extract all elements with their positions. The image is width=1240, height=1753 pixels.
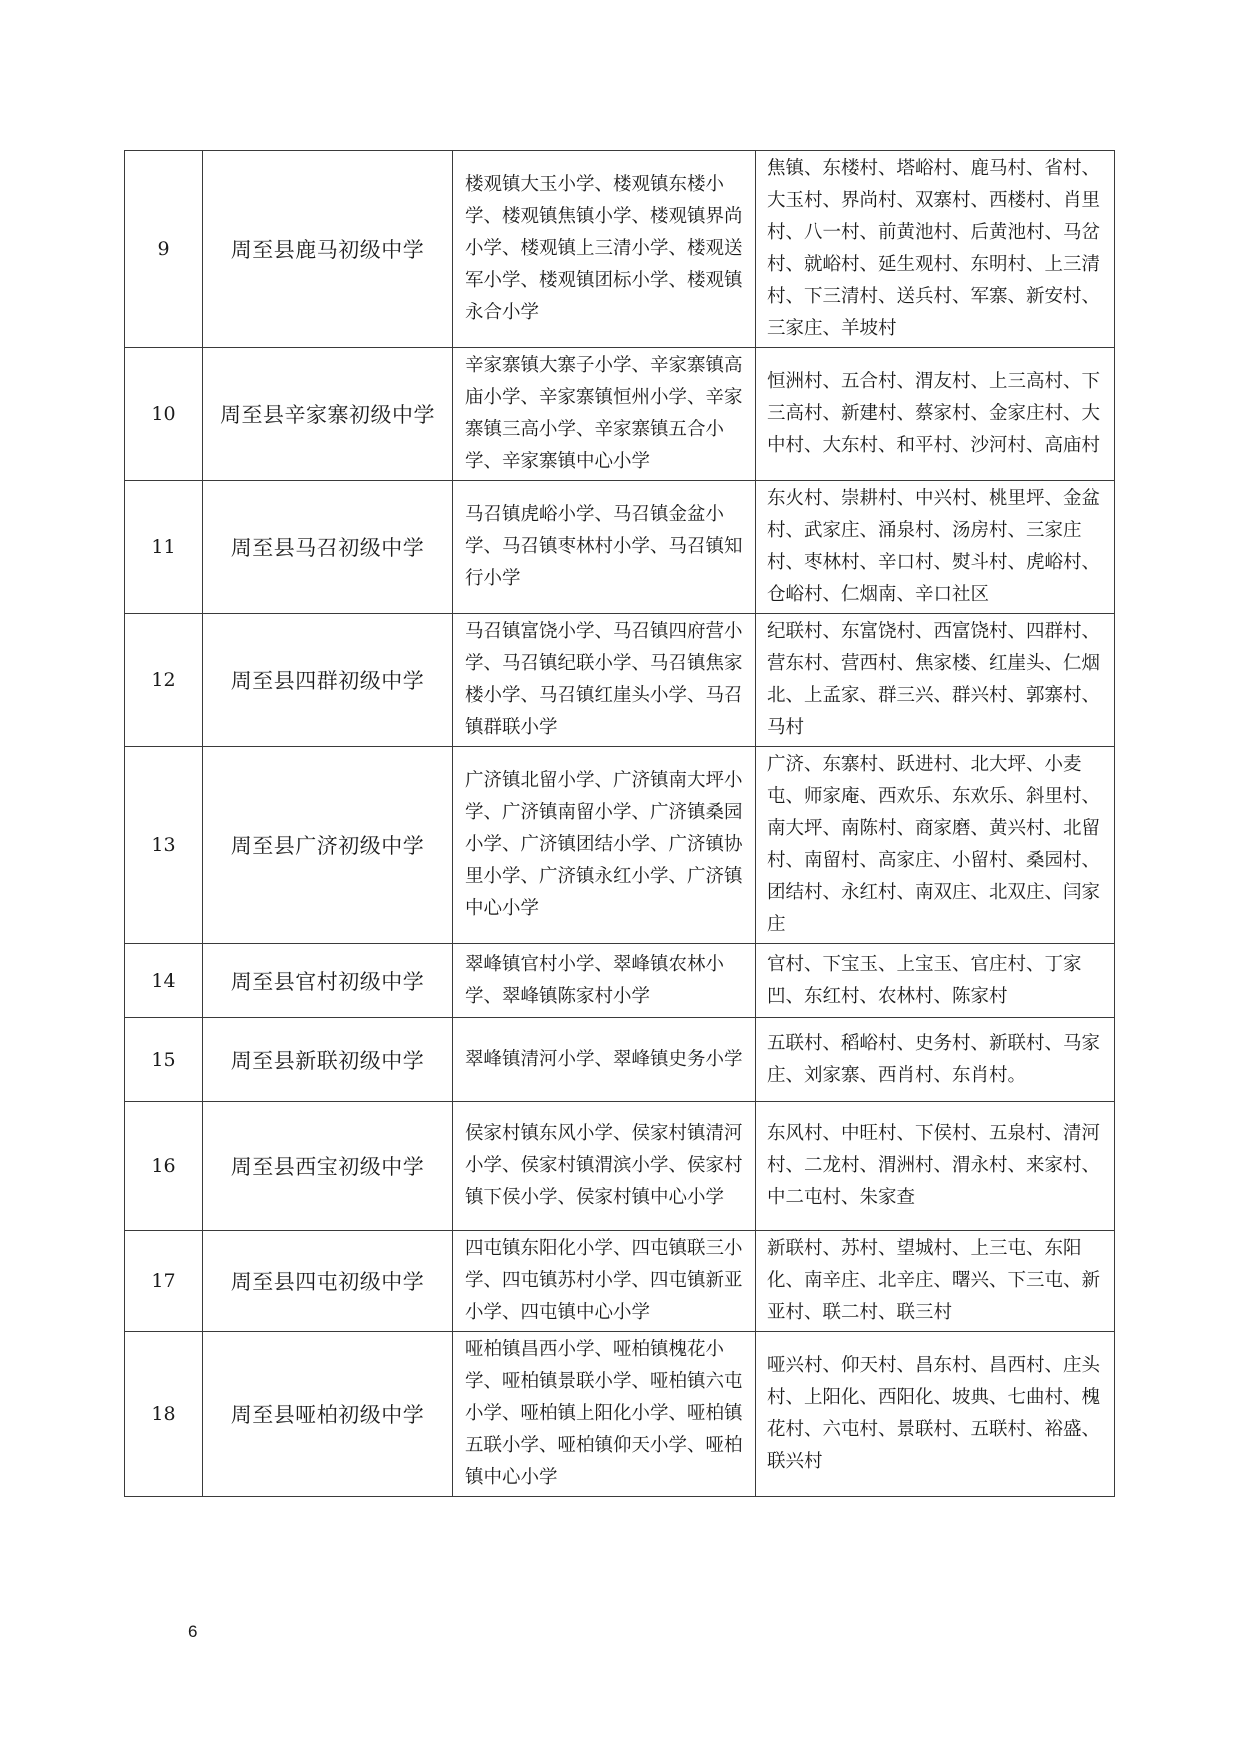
- middle-school-name: 周至县马召初级中学: [203, 481, 453, 614]
- primary-schools: 楼观镇大玉小学、楼观镇东楼小学、楼观镇焦镇小学、楼观镇界尚小学、楼观镇上三清小学、楼观送军小学、楼观镇团标小学、楼观镇永合小学: [453, 151, 756, 348]
- table-row: [125, 944, 1115, 1018]
- table-row: [125, 1102, 1115, 1231]
- primary-schools: 马召镇富饶小学、马召镇四府营小学、马召镇纪联小学、马召镇焦家楼小学、马召镇红崖头小学、马召镇群联小学: [453, 614, 756, 747]
- page-number: 6: [188, 1622, 198, 1641]
- middle-school-name: 周至县辛家寨初级中学: [203, 348, 453, 481]
- primary-schools: 侯家村镇东风小学、侯家村镇清河小学、侯家村镇渭滨小学、侯家村镇下侯小学、侯家村镇中心小学: [453, 1102, 756, 1231]
- table-row: [125, 481, 1115, 614]
- table-row: [125, 614, 1115, 747]
- middle-school-name: 周至县哑柏初级中学: [203, 1332, 453, 1497]
- table-row: [125, 1018, 1115, 1102]
- middle-school-name: 周至县四群初级中学: [203, 614, 453, 747]
- primary-schools: 四屯镇东阳化小学、四屯镇联三小学、四屯镇苏村小学、四屯镇新亚小学、四屯镇中心小学: [453, 1231, 756, 1332]
- row-number: 18: [125, 1332, 203, 1497]
- middle-school-name: 周至县鹿马初级中学: [203, 151, 453, 348]
- primary-schools: 哑柏镇昌西小学、哑柏镇槐花小学、哑柏镇景联小学、哑柏镇六屯小学、哑柏镇上阳化小学、哑柏镇五联小学、哑柏镇仰天小学、哑柏镇中心小学: [453, 1332, 756, 1497]
- row-number: 17: [125, 1231, 203, 1332]
- middle-school-name: 周至县西宝初级中学: [203, 1102, 453, 1231]
- row-number: 12: [125, 614, 203, 747]
- table-row: [125, 348, 1115, 481]
- villages: 五联村、稻峪村、史务村、新联村、马家庄、刘家寨、西肖村、东肖村。: [756, 1018, 1115, 1102]
- primary-schools: 辛家寨镇大寨子小学、辛家寨镇高庙小学、辛家寨镇恒州小学、辛家寨镇三高小学、辛家寨镇五合小学、辛家寨镇中心小学: [453, 348, 756, 481]
- row-number: 16: [125, 1102, 203, 1231]
- middle-school-name: 周至县新联初级中学: [203, 1018, 453, 1102]
- school-district-table: [124, 150, 1115, 1497]
- villages: 广济、东寨村、跃进村、北大坪、小麦屯、师家庵、西欢乐、东欢乐、斜里村、南大坪、南陈村、商家磨、黄兴村、北留村、南留村、高家庄、小留村、桑园村、团结村、永红村、南双庄、北双庄、闫家庄: [756, 747, 1115, 944]
- primary-schools: 广济镇北留小学、广济镇南大坪小学、广济镇南留小学、广济镇桑园小学、广济镇团结小学、广济镇协里小学、广济镇永红小学、广济镇中心小学: [453, 747, 756, 944]
- primary-schools: 马召镇虎峪小学、马召镇金盆小学、马召镇枣林村小学、马召镇知行小学: [453, 481, 756, 614]
- villages: 东风村、中旺村、下侯村、五泉村、清河村、二龙村、渭洲村、渭永村、来家村、中二屯村、朱家查: [756, 1102, 1115, 1231]
- table-row: [125, 1332, 1115, 1497]
- primary-schools: 翠峰镇清河小学、翠峰镇史务小学: [453, 1018, 756, 1102]
- middle-school-name: 周至县广济初级中学: [203, 747, 453, 944]
- row-number: 13: [125, 747, 203, 944]
- row-number: 10: [125, 348, 203, 481]
- middle-school-name: 周至县官村初级中学: [203, 944, 453, 1018]
- row-number: 14: [125, 944, 203, 1018]
- table-row: [125, 151, 1115, 348]
- villages: 官村、下宝玉、上宝玉、官庄村、丁家凹、东红村、农林村、陈家村: [756, 944, 1115, 1018]
- villages: 焦镇、东楼村、塔峪村、鹿马村、省村、大玉村、界尚村、双寨村、西楼村、肖里村、八一村、前黄池村、后黄池村、马岔村、就峪村、延生观村、东明村、上三清村、下三清村、送兵村、军寨、新安村、三家庄、羊坡村: [756, 151, 1115, 348]
- primary-schools: 翠峰镇官村小学、翠峰镇农林小学、翠峰镇陈家村小学: [453, 944, 756, 1018]
- table-row: [125, 1231, 1115, 1332]
- villages: 恒洲村、五合村、渭友村、上三高村、下三高村、新建村、蔡家村、金家庄村、大中村、大东村、和平村、沙河村、高庙村: [756, 348, 1115, 481]
- row-number: 9: [125, 151, 203, 348]
- row-number: 15: [125, 1018, 203, 1102]
- table-row: [125, 747, 1115, 944]
- villages: 新联村、苏村、望城村、上三屯、东阳化、南辛庄、北辛庄、曙兴、下三屯、新亚村、联二村、联三村: [756, 1231, 1115, 1332]
- villages: 哑兴村、仰天村、昌东村、昌西村、庄头村、上阳化、西阳化、坡典、七曲村、槐花村、六屯村、景联村、五联村、裕盛、联兴村: [756, 1332, 1115, 1497]
- villages: 纪联村、东富饶村、西富饶村、四群村、营东村、营西村、焦家楼、红崖头、仁烟北、上孟家、群三兴、群兴村、郭寨村、马村: [756, 614, 1115, 747]
- row-number: 11: [125, 481, 203, 614]
- villages: 东火村、崇耕村、中兴村、桃里坪、金盆村、武家庄、涌泉村、汤房村、三家庄村、枣林村、辛口村、熨斗村、虎峪村、仓峪村、仁烟南、辛口社区: [756, 481, 1115, 614]
- middle-school-name: 周至县四屯初级中学: [203, 1231, 453, 1332]
